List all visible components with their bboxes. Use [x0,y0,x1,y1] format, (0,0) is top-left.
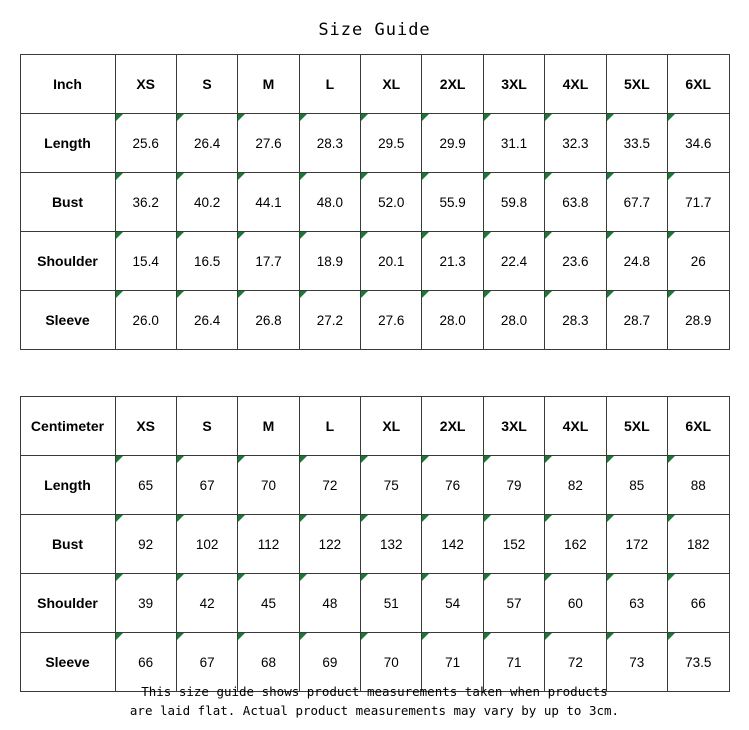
row-label-bust: Bust [20,173,115,232]
cell-shoulder-m: 17.7 [238,232,299,291]
cell-sleeve-xl: 27.6 [361,291,422,350]
cell-sleeve-6xl: 73.5 [668,633,729,692]
cell-sleeve-l: 27.2 [299,291,360,350]
cell-shoulder-2xl: 21.3 [422,232,483,291]
cell-shoulder-3xl: 22.4 [483,232,544,291]
table-row [20,291,729,350]
cell-shoulder-xs: 15.4 [115,232,176,291]
cell-length-s: 26.4 [176,114,237,173]
row-label-bust: Bust [20,515,115,574]
cell-shoulder-s: 42 [176,574,237,633]
cell-length-2xl: 76 [422,456,483,515]
column-header-2xl: 2XL [422,397,483,456]
cell-bust-2xl: 55.9 [422,173,483,232]
column-header-4xl: 4XL [545,397,606,456]
table-separator [0,350,749,396]
cell-bust-3xl: 152 [483,515,544,574]
cell-length-4xl: 82 [545,456,606,515]
cell-length-6xl: 88 [668,456,729,515]
cell-bust-s: 40.2 [176,173,237,232]
cell-shoulder-5xl: 24.8 [606,232,667,291]
cell-shoulder-xs: 39 [115,574,176,633]
cell-sleeve-xs: 26.0 [115,291,176,350]
cell-sleeve-5xl: 73 [606,633,667,692]
row-label-shoulder: Shoulder [20,574,115,633]
cell-bust-6xl: 71.7 [668,173,729,232]
cell-shoulder-l: 48 [299,574,360,633]
table-row [20,515,729,574]
footer-note [0,682,749,720]
cell-bust-xs: 36.2 [115,173,176,232]
column-header-2xl: 2XL [422,55,483,114]
table-row [20,574,729,633]
table-header-row [20,397,729,456]
cell-bust-3xl: 59.8 [483,173,544,232]
size-table-centimeter [20,396,730,692]
row-label-length: Length [20,456,115,515]
cell-bust-4xl: 162 [545,515,606,574]
column-header-xs: XS [115,55,176,114]
cell-length-xs: 25.6 [115,114,176,173]
row-label-sleeve: Sleeve [20,633,115,692]
cell-bust-l: 48.0 [299,173,360,232]
column-header-xs: XS [115,397,176,456]
cell-length-l: 28.3 [299,114,360,173]
cell-sleeve-xl: 70 [361,633,422,692]
cell-sleeve-2xl: 28.0 [422,291,483,350]
row-label-shoulder: Shoulder [20,232,115,291]
column-header-m: M [238,397,299,456]
cell-length-3xl: 79 [483,456,544,515]
column-header-5xl: 5XL [606,397,667,456]
cell-shoulder-xl: 20.1 [361,232,422,291]
cell-length-m: 70 [238,456,299,515]
column-header-s: S [176,397,237,456]
column-header-l: L [299,55,360,114]
unit-label-centimeter: Centimeter [20,397,115,456]
cell-bust-xl: 52.0 [361,173,422,232]
footer-line-2: are laid flat. Actual product measurements may vary by up to 3cm. [129,703,620,718]
table-row [20,114,729,173]
cell-sleeve-2xl: 71 [422,633,483,692]
cell-bust-l: 122 [299,515,360,574]
footer-line-1: This size guide shows product measurements taken when products [141,684,608,699]
cell-length-3xl: 31.1 [483,114,544,173]
row-label-sleeve: Sleeve [20,291,115,350]
cell-length-m: 27.6 [238,114,299,173]
table-row [20,456,729,515]
cell-shoulder-4xl: 60 [545,574,606,633]
cell-length-6xl: 34.6 [668,114,729,173]
cell-bust-xs: 92 [115,515,176,574]
cell-bust-m: 44.1 [238,173,299,232]
row-label-length: Length [20,114,115,173]
cell-shoulder-3xl: 57 [483,574,544,633]
cell-length-4xl: 32.3 [545,114,606,173]
column-header-6xl: 6XL [668,397,729,456]
cell-sleeve-l: 69 [299,633,360,692]
cell-shoulder-s: 16.5 [176,232,237,291]
cell-length-s: 67 [176,456,237,515]
table-row [20,232,729,291]
size-table-inch [20,54,730,350]
table-row [20,173,729,232]
cell-length-5xl: 85 [606,456,667,515]
cell-length-2xl: 29.9 [422,114,483,173]
cell-shoulder-l: 18.9 [299,232,360,291]
cell-bust-4xl: 63.8 [545,173,606,232]
cell-sleeve-3xl: 28.0 [483,291,544,350]
cell-shoulder-6xl: 26 [668,232,729,291]
cell-shoulder-2xl: 54 [422,574,483,633]
cell-bust-s: 102 [176,515,237,574]
table-header-row [20,55,729,114]
cell-bust-5xl: 172 [606,515,667,574]
cell-shoulder-5xl: 63 [606,574,667,633]
cell-bust-2xl: 142 [422,515,483,574]
cell-sleeve-m: 68 [238,633,299,692]
column-header-xl: XL [361,55,422,114]
cell-shoulder-4xl: 23.6 [545,232,606,291]
cell-length-xs: 65 [115,456,176,515]
cell-length-xl: 29.5 [361,114,422,173]
column-header-s: S [176,55,237,114]
cell-sleeve-4xl: 28.3 [545,291,606,350]
column-header-3xl: 3XL [483,397,544,456]
cell-sleeve-5xl: 28.7 [606,291,667,350]
column-header-4xl: 4XL [545,55,606,114]
cell-shoulder-m: 45 [238,574,299,633]
cell-sleeve-xs: 66 [115,633,176,692]
cell-sleeve-s: 67 [176,633,237,692]
cell-sleeve-3xl: 71 [483,633,544,692]
cell-sleeve-4xl: 72 [545,633,606,692]
cell-bust-5xl: 67.7 [606,173,667,232]
page-title: Size Guide [318,20,431,40]
column-header-3xl: 3XL [483,55,544,114]
cell-bust-6xl: 182 [668,515,729,574]
cell-sleeve-s: 26.4 [176,291,237,350]
unit-label-inch: Inch [20,55,115,114]
column-header-l: L [299,397,360,456]
column-header-xl: XL [361,397,422,456]
cell-shoulder-6xl: 66 [668,574,729,633]
column-header-5xl: 5XL [606,55,667,114]
cell-sleeve-6xl: 28.9 [668,291,729,350]
cell-length-l: 72 [299,456,360,515]
column-header-m: M [238,55,299,114]
cell-shoulder-xl: 51 [361,574,422,633]
column-header-6xl: 6XL [668,55,729,114]
cell-bust-m: 112 [238,515,299,574]
cell-length-5xl: 33.5 [606,114,667,173]
cell-length-xl: 75 [361,456,422,515]
cell-bust-xl: 132 [361,515,422,574]
cell-sleeve-m: 26.8 [238,291,299,350]
